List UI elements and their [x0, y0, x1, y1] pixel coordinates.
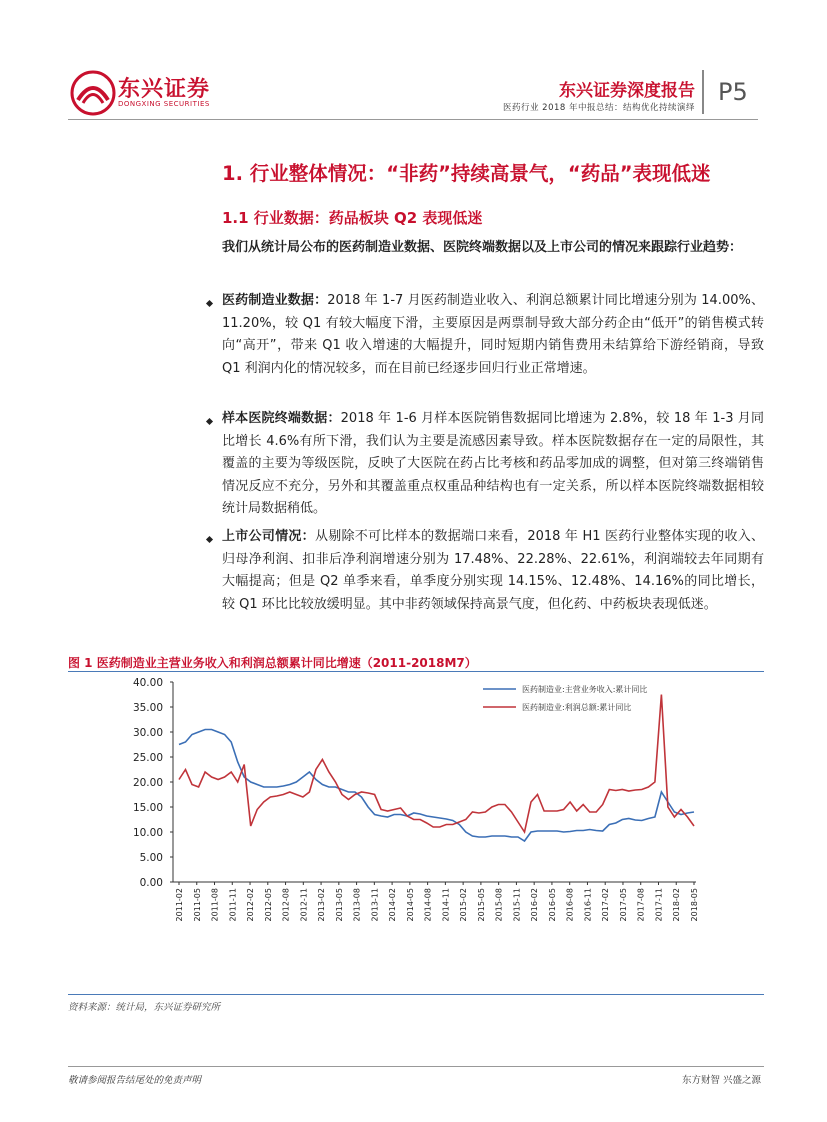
- bullet-label: 医药制造业数据：: [222, 293, 328, 308]
- x-tick-label: 2017-11: [654, 888, 664, 922]
- bullet-manufacturing: [222, 290, 764, 380]
- x-tick-label: 2017-05: [618, 888, 628, 922]
- x-tick-label: 2017-02: [601, 888, 611, 922]
- footer-slogan: 东方财智 兴盛之源: [681, 1075, 761, 1086]
- subsection-heading: 1.1 行业数据：药品板块 Q2 表现低迷: [222, 209, 483, 227]
- bullet-text: 2018 年 1-6 月样本医院销售数据同比增速为 2.8%，较 18 年 1-3 月同比增长 4.6%有所下滑，我们认为主要是流感因素导致。样本医院数据存在一定的局限性，其覆盖的主要为等级医院，反映了大医院在药占比考核和药品零加成的调整，但对第三终端销售情况反应不充分，另外和其覆盖重点权重品种结构也有一定关系，所以样本医院终端数据相较统计局数据稍低。: [222, 411, 764, 516]
- x-tick-label: 2016-08: [565, 888, 575, 922]
- x-axis: [173, 882, 699, 921]
- x-tick-label: 2013-05: [334, 888, 344, 922]
- x-tick-label: 2011-02: [175, 888, 184, 922]
- figure-title: 图 1 医药制造业主营业务收入和利润总额累计同比增速（2011-2018M7）: [68, 656, 477, 670]
- y-tick-label: 20.00: [132, 777, 163, 789]
- series-lines: [179, 695, 694, 842]
- bullet-label: 上市公司情况：: [222, 529, 315, 544]
- series-line-1: [179, 695, 694, 833]
- legend-label: 医药制造业:主营业务收入:累计同比: [522, 685, 648, 694]
- y-tick-label: 10.00: [132, 827, 163, 839]
- x-tick-label: 2014-08: [423, 888, 433, 922]
- x-tick-label: 2013-08: [352, 888, 362, 922]
- y-tick-label: 40.00: [132, 677, 163, 689]
- y-tick-label: 15.00: [132, 802, 163, 814]
- x-tick-label: 2011-11: [228, 888, 238, 922]
- x-tick-label: 2014-02: [388, 888, 398, 922]
- x-tick-label: 2018-02: [672, 888, 682, 922]
- bullet-label: 样本医院终端数据：: [222, 411, 341, 426]
- company-logo-icon: [70, 70, 116, 116]
- x-tick-label: 2015-11: [512, 888, 522, 922]
- figure-source: 资料来源：统计局，东兴证券研究所: [68, 1002, 221, 1013]
- series-line-0: [179, 730, 694, 842]
- report-subtitle: 医药行业 2018 年中报总结：结构优化持续演绎: [502, 103, 695, 113]
- y-tick-label: 5.00: [139, 852, 163, 864]
- x-tick-label: 2012-05: [263, 888, 273, 922]
- x-tick-label: 2018-05: [690, 888, 699, 922]
- y-axis: [133, 677, 173, 889]
- x-tick-label: 2012-02: [246, 888, 256, 922]
- x-tick-label: 2012-08: [281, 888, 291, 922]
- bullet-text: 从剔除不可比样本的数据端口来看，2018 年 H1 医药行业整体实现的收入、归母净利润、扣非后净利润增速分别为 17.48%、22.28%、22.61%，利润端较去年同期有大幅提高；但是 Q2 单季来看，单季度分别实现 14.15%、12.48%、14.16%的同比增长，较 Q1 环比比较放缓明显。其中非药领域保持高景气度，但化药、中药板块表现低迷。: [222, 529, 764, 612]
- bullet-diamond-icon: [206, 536, 213, 543]
- bullet-hospital: [222, 408, 764, 521]
- x-tick-label: 2016-11: [583, 888, 593, 922]
- x-tick-label: 2015-08: [494, 888, 504, 922]
- y-tick-label: 25.00: [132, 752, 163, 764]
- brand-name-cn: 东兴证券: [118, 77, 211, 102]
- bullet-text: 2018 年 1-7 月医药制造业收入、利润总额累计同比增速分别为 14.00%、11.20%，较 Q1 有较大幅度下滑，主要原因是两票制导致大部分药企由“低开”的销售模式转向“高开”，带来 Q1 收入增速的大幅提升，同时短期内销售费用未结算给下游经销商，导致 Q1 利润内化的情况较多，而在目前已经逐步回归行业正常增速。: [222, 293, 764, 376]
- x-tick-label: 2014-05: [405, 888, 415, 922]
- line-chart: [68, 672, 764, 992]
- y-tick-label: 0.00: [139, 877, 163, 889]
- x-tick-label: 2017-08: [636, 888, 646, 922]
- header-rule: [68, 119, 758, 120]
- x-tick-label: 2015-02: [459, 888, 469, 922]
- x-tick-label: 2011-08: [210, 888, 220, 922]
- x-tick-label: 2012-11: [299, 888, 309, 922]
- legend-label: 医药制造业:利润总额:累计同比: [522, 703, 632, 712]
- chart-legend: [483, 684, 647, 712]
- figure-bottom-rule: [68, 994, 764, 995]
- x-tick-label: 2016-02: [530, 888, 540, 922]
- report-title: 东兴证券深度报告: [559, 81, 695, 101]
- x-tick-label: 2015-05: [476, 888, 486, 922]
- brand-name-en: DONGXING SECURITIES: [118, 100, 210, 108]
- x-tick-label: 2016-05: [547, 888, 557, 922]
- x-tick-label: 2013-11: [370, 888, 380, 922]
- bullet-diamond-icon: [206, 418, 213, 425]
- footer-disclaimer: 敬请参阅报告结尾处的免责声明: [68, 1075, 202, 1086]
- footer-rule: [68, 1066, 764, 1067]
- intro-paragraph: 我们从统计局公布的医药制造业数据、医院终端数据以及上市公司的情况来跟踪行业趋势：: [222, 240, 743, 255]
- header-divider: [702, 70, 704, 114]
- bullet-listed-companies: [222, 526, 764, 616]
- page-number: P5: [718, 78, 748, 106]
- y-tick-label: 35.00: [132, 702, 163, 714]
- x-tick-label: 2011-05: [192, 888, 202, 922]
- section-heading: 1. 行业整体情况：“非药”持续高景气，“药品”表现低迷: [222, 162, 711, 185]
- y-tick-label: 30.00: [132, 727, 163, 739]
- x-tick-label: 2013-02: [317, 888, 327, 922]
- x-tick-label: 2014-11: [441, 888, 451, 922]
- bullet-diamond-icon: [206, 300, 213, 307]
